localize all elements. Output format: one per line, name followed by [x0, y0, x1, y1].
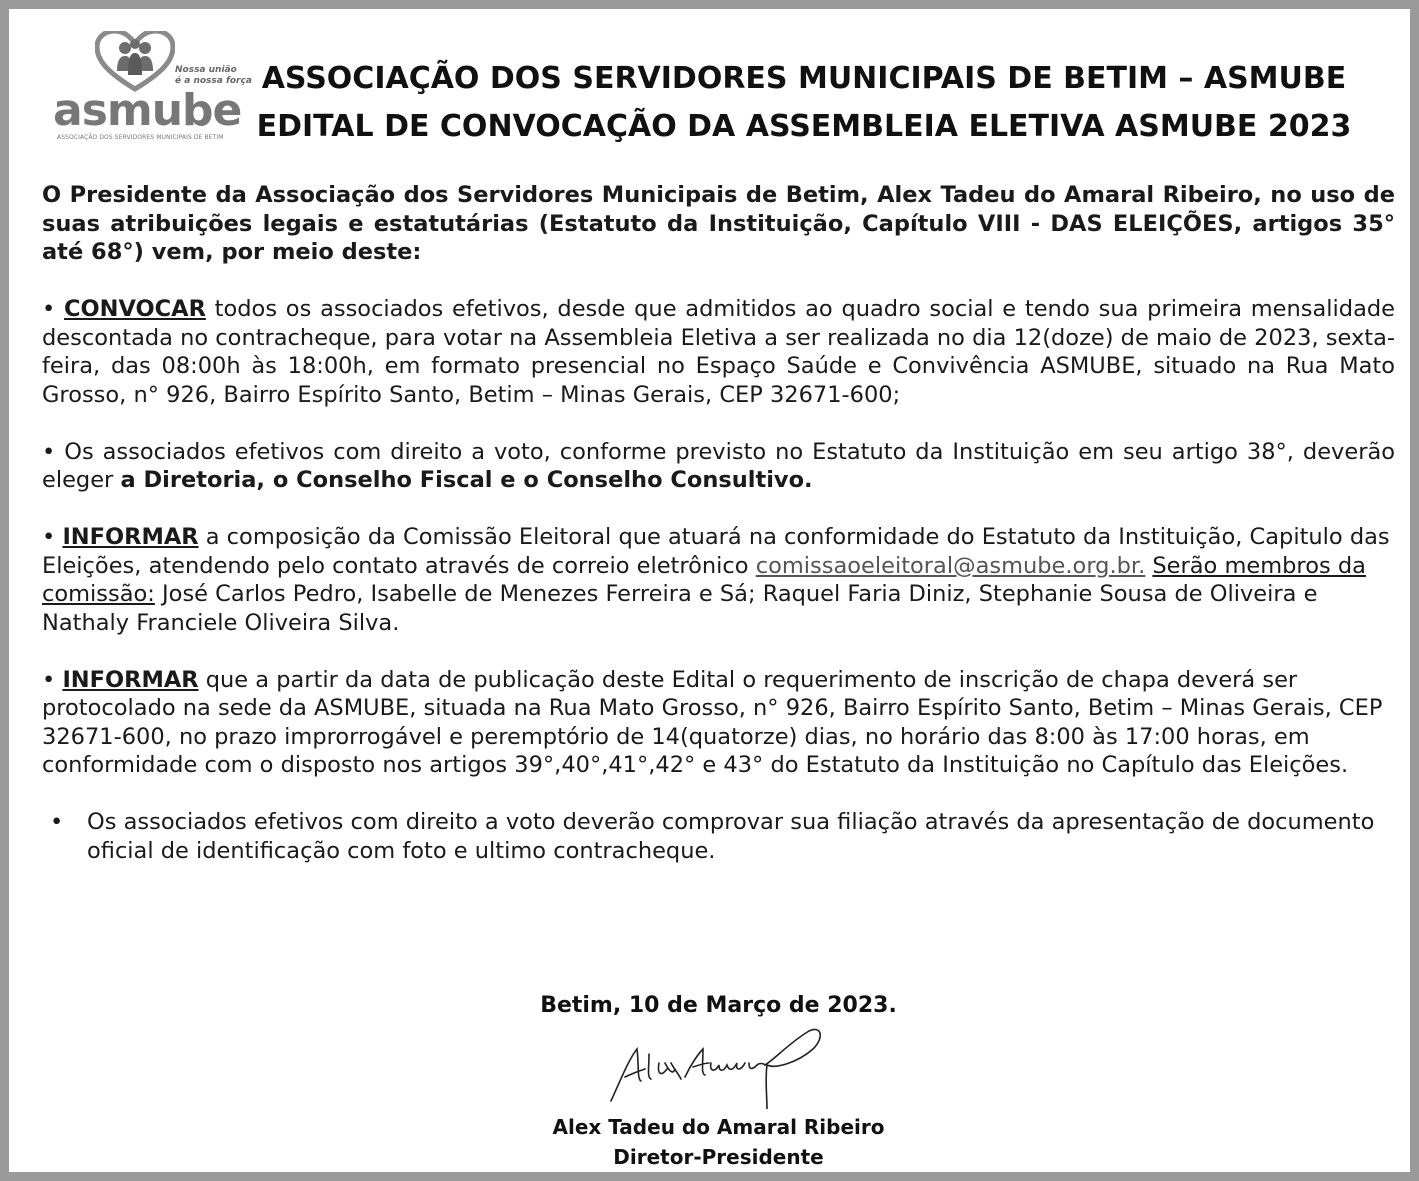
asmube-logo [51, 31, 252, 143]
email-link[interactable]: comissaoeleitoral@asmube.org.br. [755, 552, 1146, 579]
item-convocar-text: todos os associados efetivos, desde que admitidos ao quadro social e tendo sua primeira mensalidade descontada no contracheque, para votar na Assembleia Eletiva a ser realizada no dia 12(doze) de maio de 2023, sexta-feira, das 08:00h às 18:00h, em formato presencial no Espaço Saúde e Convivência ASMUBE, situado na Rua Mato Grosso, n° 926, Bairro Espírito Santo, Betim – Minas Gerais, CEP 32671-600; [42, 296, 1395, 408]
intro-paragraph: O Presidente da Associação dos Servidores Municipais de Betim, Alex Tadeu do Amaral Ribeiro, no uso de suas atribuições legais e estatutárias (Estatuto da Instituição, Capítulo VIII - DAS ELEIÇÕES, artigos 35° até 68°) vem, por meio deste: [42, 182, 1395, 265]
header-title-2: EDITAL DE CONVOCAÇÃO DA ASSEMBLEIA ELETIVA ASMUBE 2023 [256, 109, 1352, 144]
signature-image [599, 1019, 829, 1109]
item-informar-comissao [42, 523, 1395, 637]
item-chapa-text: que a partir da data de publicação deste Edital o requerimento de inscrição de chapa deverá ser protocolado na sede da ASMUBE, situada na Rua Mato Grosso, n° 926, Bairro Espírito Santo, Betim – Minas Gerais, CEP 32671-600, no prazo improrrogável e peremptório de 14(quatorze) dias, no horário das 8:00 às 17:00 horas, em conformidade com o disposto nos artigos 39°,40°,41°,42° e 43° do Estatuto da Instituição no Capítulo das Eleições. [42, 666, 1383, 778]
logo-wordmark: asmube [53, 85, 242, 136]
keyword-convocar: CONVOCAR [64, 296, 206, 322]
bullet: • [42, 524, 56, 550]
document-body [42, 181, 1395, 865]
item-comissao-text: a composição da Comissão Eleitoral que atuará na conformidade do Estatuto da Instituição, Capitulo das Eleições, atendendo pelo contato através de correio eletrônico [42, 524, 1390, 579]
item-filiacao [42, 808, 1395, 865]
members-list: José Carlos Pedro, Isabelle de Menezes Ferreira e Sá; Raquel Faria Diniz, Stephanie Sousa de Oliveira e Nathaly Franciele Oliveira Silva. [42, 581, 1318, 636]
item-eleger-text: • Os associados efetivos com direito a voto, conforme previsto no Estatuto da Instituição em seu artigo 38°, deverão eleger [42, 438, 1395, 493]
keyword-informar-1: INFORMAR [62, 524, 199, 550]
bullet: • [42, 296, 56, 322]
members-label: Serão membros da comissão: [42, 552, 1366, 607]
signatory-name: Alex Tadeu do Amaral Ribeiro [552, 1115, 885, 1139]
logo-subtitle: ASSOCIAÇÃO DOS SERVIDORES MUNICIPAIS DE BETIM [57, 134, 224, 141]
header-title-1: ASSOCIAÇÃO DOS SERVIDORES MUNICIPAIS DE BETIM – ASMUBE [261, 61, 1347, 96]
bullet: • [50, 809, 64, 835]
item-filiacao-text: Os associados efetivos com direito a voto deverão comprovar sua filiação através da apresentação de documento oficial de identificação com foto e ultimo contracheque. [87, 809, 1375, 864]
document-date: Betim, 10 de Março de 2023. [540, 993, 897, 1018]
item-eleger [42, 438, 1395, 495]
bullet: • [42, 666, 56, 693]
logo-slogan [175, 65, 252, 87]
signatory-role: Diretor-Presidente [613, 1145, 824, 1169]
keyword-informar-2: INFORMAR [62, 666, 199, 693]
slogan-line-1: Nossa união [175, 65, 237, 75]
heart-people-icon [95, 31, 175, 93]
slogan-line-2: é a nossa força [175, 76, 252, 86]
item-eleger-bold: a Diretoria, o Conselho Fiscal e o Conselho Consultivo. [120, 467, 813, 493]
item-informar-chapa [42, 666, 1395, 780]
document-header [249, 55, 1359, 151]
item-convocar [42, 295, 1395, 409]
